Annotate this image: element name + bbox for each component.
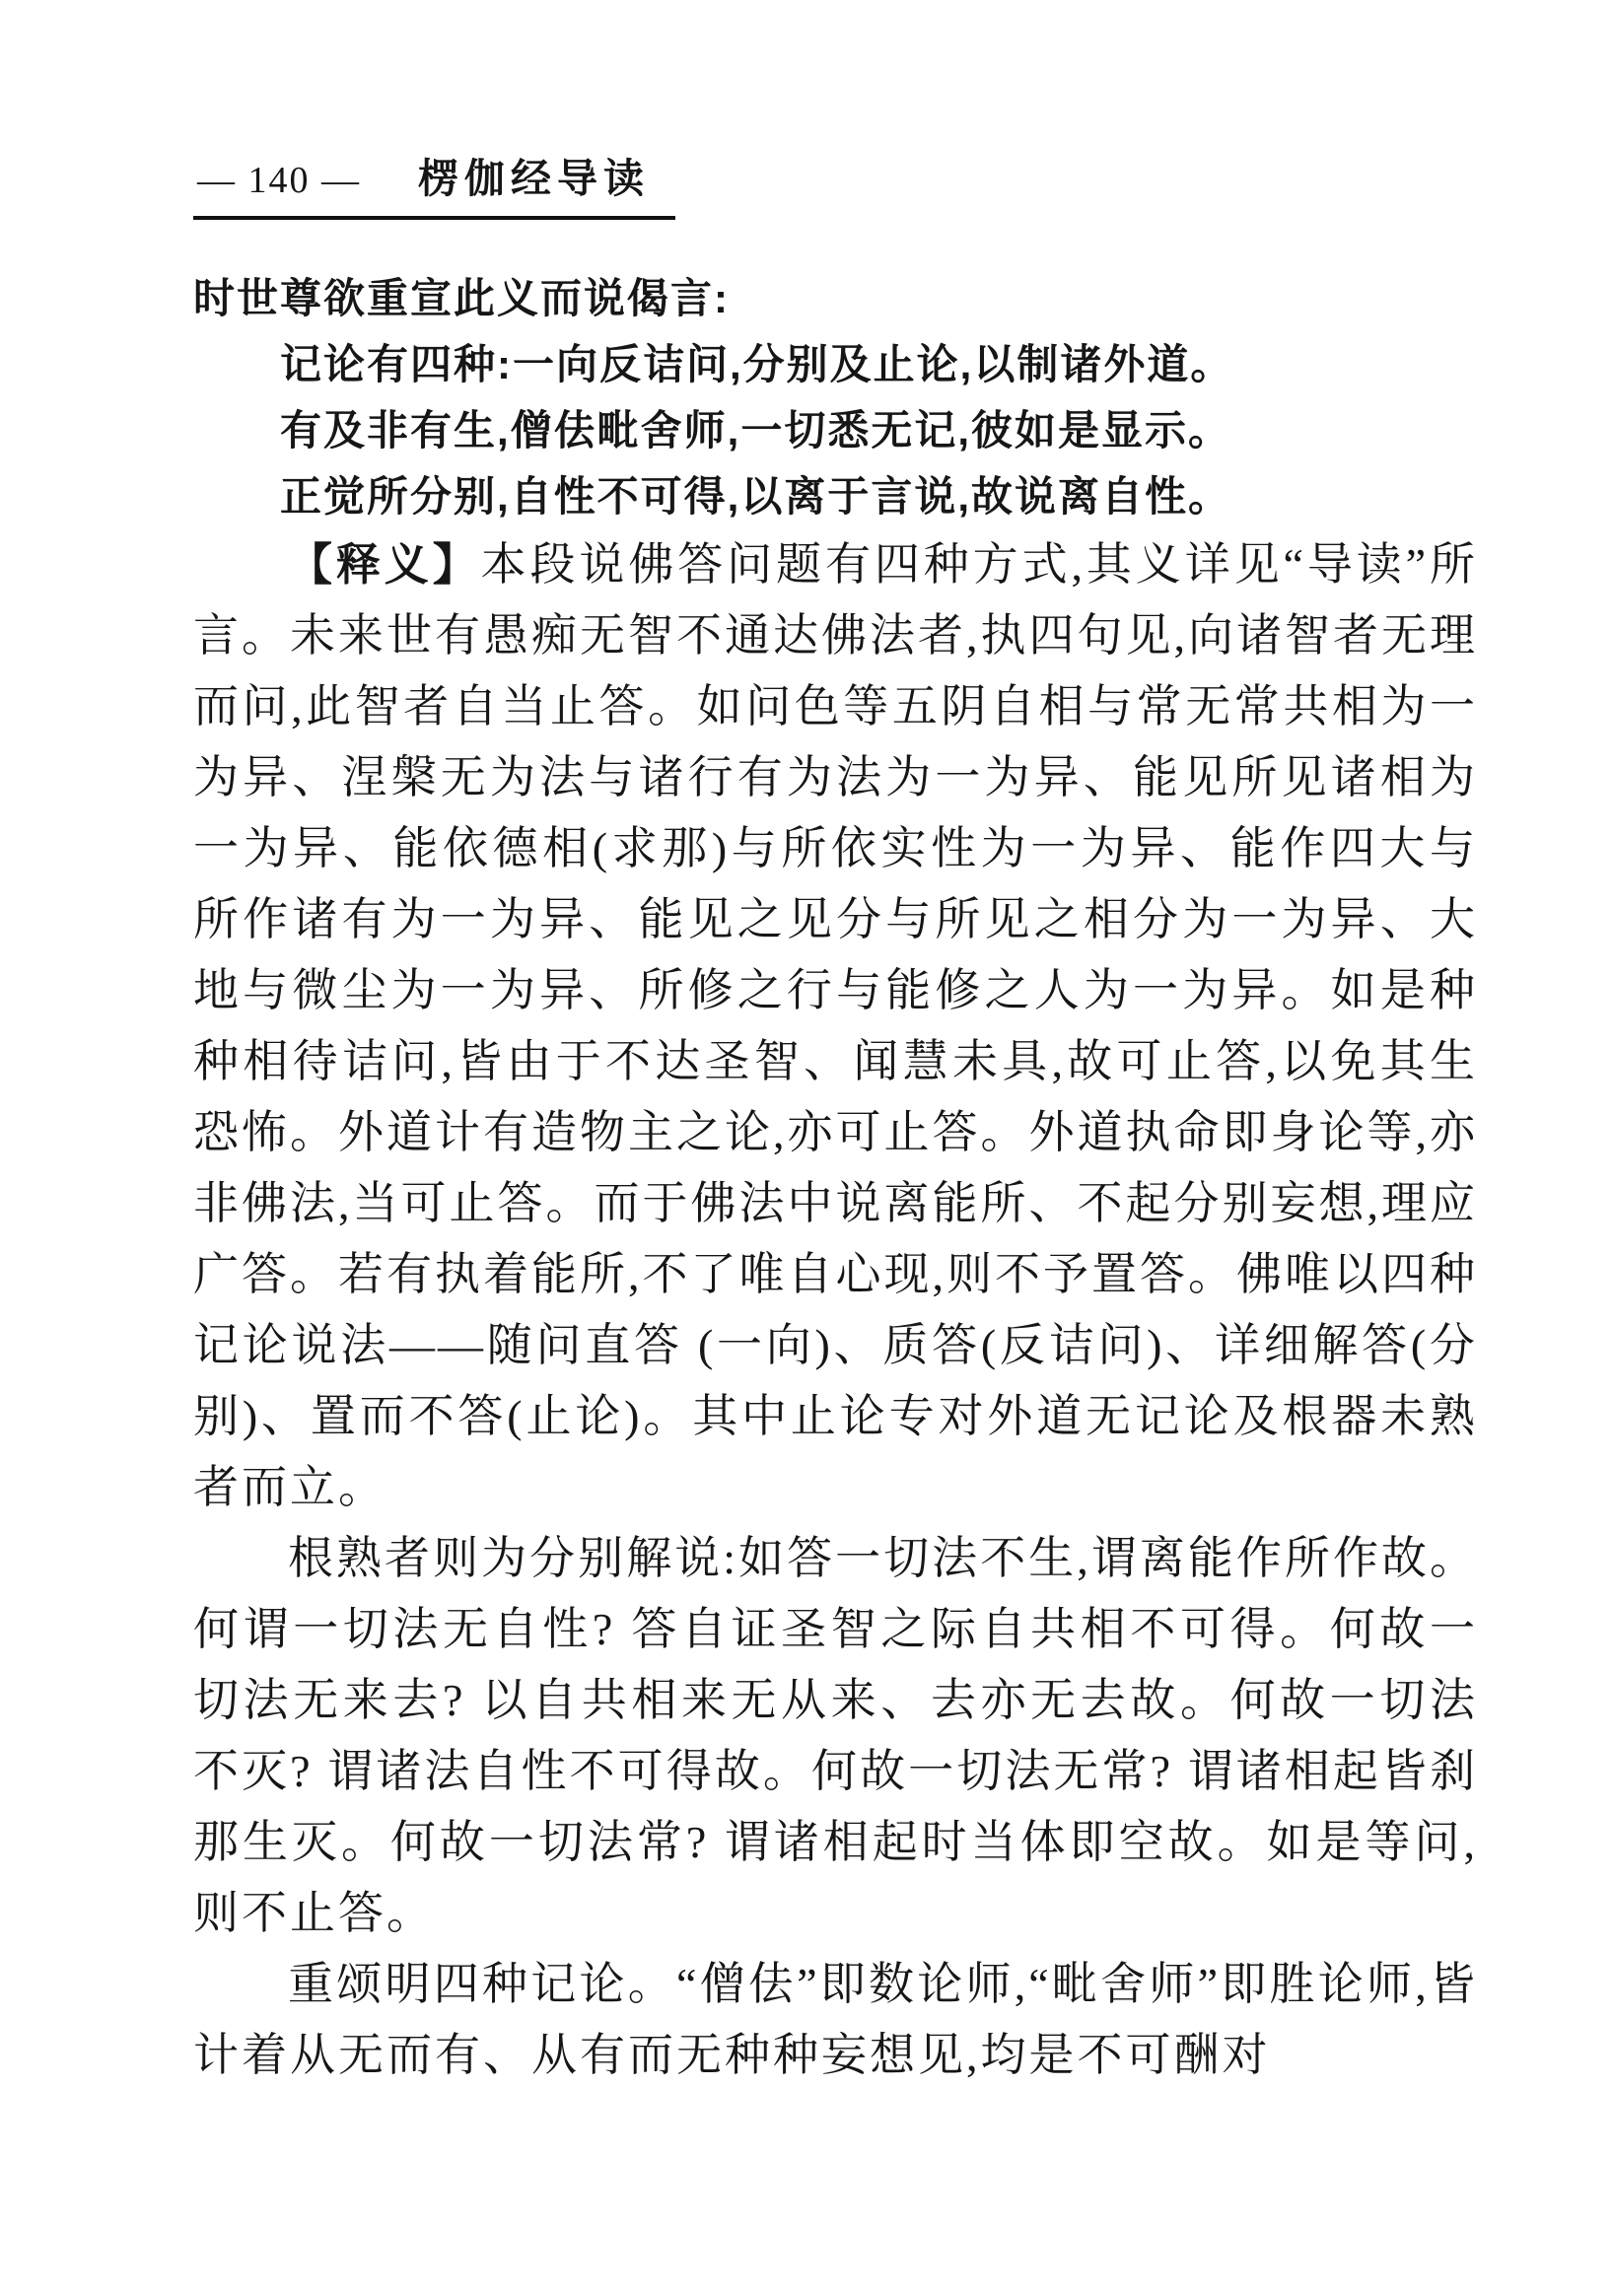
verse-line-3: 正觉所分别,自性不可得,以离于言说,故说离自性。 [280,473,1232,520]
shiyi-text: 本段说佛答问题有四种方式,其义详见“导读”所言。未来世有愚痴无智不通达佛法者,执四句见,向诸智者无理而问,此智者自当止答。如问色等五阴自相与常无常共相为一为异、涅槃无为法与诸行有为法为一为异、能见所见诸相为一为异、能依德相(求那)与所依实性为一为异、能作四大与所作诸有为一为异、能见之见分与所见之相分为一为异、大地与微尘为一为异、所修之行与能修之人为一为异。如是种种相待诘问,皆由于不达圣智、闻慧未具,故可止答,以免其生恐怖。外道计有造物主之论,亦可止答。外道执命即身论等,亦非佛法,当可止答。而于佛法中说离能所、不起分别妄想,理应广答。若有执着能所,不了唯自心现,则不予置答。佛唯以四种记论说法——随问直答 (一向)、质答(反诘问)、详细解答(分别)、置而不答(止论)。其中止论专对外道无记论及根器未熟者而立。 [193,539,1478,1512]
paragraph-shiyi [193,529,1478,1523]
paragraph-chongsong: 重颂明四种记论。“僧佉”即数论师,“毗舍师”即胜论师,皆计着从无而有、从有而无种种妄想见,均是不可酬对 [193,1959,1478,2080]
intro-line: 时世尊欲重宣此义而说偈言: [193,275,730,321]
verse-line-1: 记论有四种:一向反诘问,分别及止论,以制诸外道。 [280,341,1234,387]
page-content [193,265,1478,2091]
shiyi-label: 【释义】 [288,539,481,590]
book-title: 楞伽经导读 [418,156,650,201]
page-number: — 140 — [197,160,361,201]
page-header [193,146,675,220]
verse-line-2: 有及非有生,僧佉毗舍师,一切悉无记,彼如是显示。 [280,407,1232,453]
verse-block [280,331,1478,529]
paragraph-genshu: 根熟者则为分别解说:如答一切法不生,谓离能作所作故。何谓一切法无自性? 答自证圣智之际自共相不可得。何故一切法无来去? 以自共相来无从来、去亦无去故。何故一切法不灭? 谓诸法自性不可得故。何故一切法无常? 谓诸相起皆刹那生灭。何故一切法常? 谓诸相起时当体即空故。如是等问,则不止答。 [193,1533,1478,1938]
